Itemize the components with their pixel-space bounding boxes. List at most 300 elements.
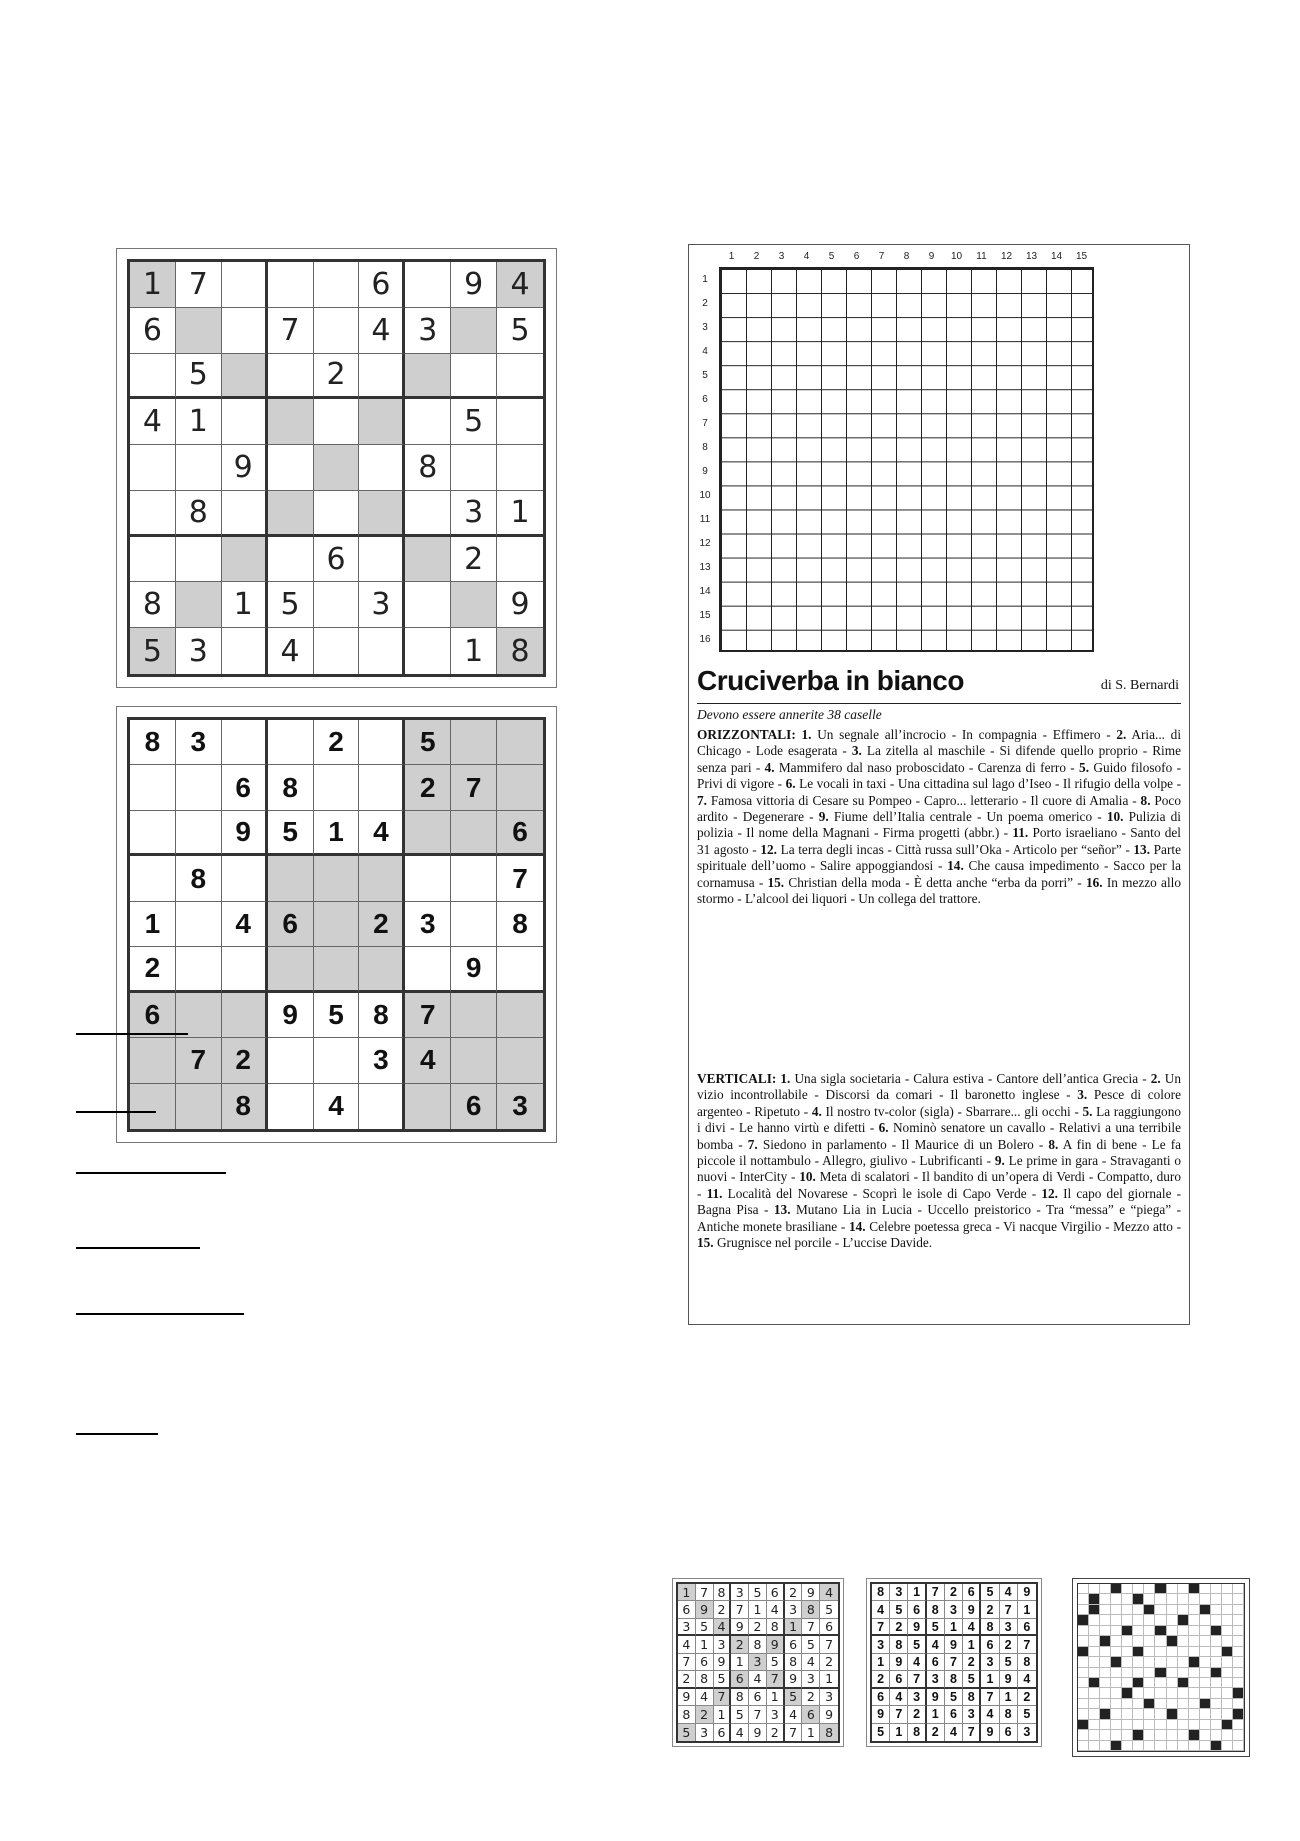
- crossword-solution-cell: [1133, 1657, 1144, 1667]
- solution-cell: 2: [1018, 1689, 1036, 1706]
- crossword-solution-cell: [1100, 1657, 1111, 1667]
- solution-cell: 2: [945, 1584, 963, 1601]
- crossword-solution-cell: [1189, 1688, 1200, 1698]
- crossword-solution-cell: [1122, 1699, 1133, 1709]
- solution-cell: 4: [1018, 1671, 1036, 1688]
- crossword-solution-cell: [1178, 1647, 1189, 1657]
- clue-number: 16.: [1085, 874, 1103, 890]
- solution-cell: 7: [820, 1636, 838, 1653]
- sudoku-cell: [130, 765, 176, 810]
- solution-cell: 6: [785, 1636, 803, 1653]
- sudoku-cell: 3: [176, 720, 222, 765]
- row-number: 14: [699, 586, 711, 598]
- crossword-title: Cruciverba in bianco: [697, 665, 964, 696]
- crossword-solution-cell: [1122, 1647, 1133, 1657]
- solution-cell: 8: [767, 1619, 785, 1636]
- row-number: 11: [699, 514, 711, 526]
- solution-cell: 9: [678, 1689, 696, 1706]
- crossword-solution-cell: [1133, 1668, 1144, 1678]
- crossword-solution-cell: [1189, 1615, 1200, 1625]
- sudoku-cell: [359, 445, 405, 491]
- sudoku-cell: [314, 765, 360, 810]
- solution-cell: 2: [749, 1619, 767, 1636]
- sudoku-cell: 1: [176, 399, 222, 445]
- sudoku-cell: [176, 308, 222, 354]
- crossword-solution-cell: [1144, 1594, 1155, 1604]
- solution-cell: 8: [785, 1654, 803, 1671]
- sudoku-cell: [222, 720, 268, 765]
- sudoku-cell: 9: [268, 993, 314, 1038]
- sudoku-cell: [222, 354, 268, 400]
- sudoku-cell: [451, 811, 497, 856]
- sudoku-cell: [405, 582, 451, 628]
- crossword-solution-cell: [1167, 1626, 1178, 1636]
- sudoku-solution-2: [866, 1578, 1042, 1747]
- solution-cell: 5: [945, 1689, 963, 1706]
- crossword-solution-cell: [1200, 1584, 1211, 1594]
- solution-cell: 6: [1018, 1619, 1036, 1636]
- solution-cell: 3: [1000, 1619, 1018, 1636]
- crossword-solution-cell: [1078, 1584, 1089, 1594]
- crossword-solution-cell: [1133, 1615, 1144, 1625]
- sudoku-cell: 3: [497, 1084, 543, 1129]
- crossword-solution-cell: [1144, 1605, 1155, 1615]
- crossword-solution-cell: [1144, 1741, 1155, 1751]
- crossword-solution-cell: [1089, 1594, 1100, 1604]
- crossword-solution-cell: [1233, 1584, 1244, 1594]
- crossword-solution-cell: [1222, 1584, 1233, 1594]
- sudoku-cell: 1: [451, 628, 497, 674]
- solution-cell: 7: [927, 1584, 945, 1601]
- solution-cell: 8: [1000, 1706, 1018, 1723]
- solution-cell: 5: [767, 1654, 785, 1671]
- crossword-solution-cell: [1100, 1730, 1111, 1740]
- sudoku-cell: 5: [497, 308, 543, 354]
- solution-cell: 5: [714, 1671, 732, 1688]
- crossword-solution-cell: [1144, 1584, 1155, 1594]
- crossword-solution-cell: [1189, 1626, 1200, 1636]
- sudoku-cell: [176, 902, 222, 947]
- row-number: 6: [702, 393, 708, 405]
- clue-text: Parte spirituale dell’uomo - Salire appoggiandosi -: [697, 841, 1181, 874]
- sudoku-cell: [268, 445, 314, 491]
- sudoku-cell: [268, 856, 314, 901]
- solution-cell: 4: [927, 1636, 945, 1653]
- solution-cell: 4: [820, 1584, 838, 1601]
- solution-cell: 3: [678, 1619, 696, 1636]
- sudoku-cell: [497, 947, 543, 992]
- crossword-solution-cell: [1089, 1636, 1100, 1646]
- crossword-solution-cell: [1144, 1657, 1155, 1667]
- crossword-solution-cell: [1100, 1605, 1111, 1615]
- solution-cell: 1: [890, 1724, 908, 1741]
- answer-line: [76, 1247, 200, 1249]
- crossword-solution-cell: [1222, 1688, 1233, 1698]
- sudoku-cell: 6: [497, 811, 543, 856]
- solution-cell: 5: [927, 1619, 945, 1636]
- crossword-solution-cell: [1122, 1584, 1133, 1594]
- crossword-solution-cell: [1200, 1657, 1211, 1667]
- solution-cell: 9: [802, 1584, 820, 1601]
- sudoku-cell: 4: [268, 628, 314, 674]
- sudoku-cell: [359, 491, 405, 537]
- crossword-solution-cell: [1211, 1657, 1222, 1667]
- clue-text: Località del Novarese - Scoprì le isole di Capo Verde -: [727, 1185, 1037, 1201]
- crossword-solution-cell: [1178, 1605, 1189, 1615]
- crossword-solution-cell: [1222, 1699, 1233, 1709]
- crossword-solution-cell: [1167, 1678, 1178, 1688]
- sudoku-cell: [405, 1084, 451, 1129]
- row-number: 5: [702, 369, 708, 381]
- crossword-solution-cell: [1144, 1626, 1155, 1636]
- sudoku-cell: [268, 262, 314, 308]
- solution-cell: 7: [696, 1584, 714, 1601]
- crossword-solution-cell: [1167, 1605, 1178, 1615]
- sudoku-cell: [359, 399, 405, 445]
- crossword-solution-cell: [1233, 1626, 1244, 1636]
- solution-cell: 9: [714, 1654, 732, 1671]
- sudoku-cell: [130, 1038, 176, 1083]
- sudoku-cell: 2: [130, 947, 176, 992]
- clue-text: Grugnisce nel porcile - L’uccise Davide.: [716, 1235, 933, 1251]
- sudoku-cell: [497, 399, 543, 445]
- crossword-solution-cell: [1211, 1615, 1222, 1625]
- crossword-solution-cell: [1211, 1720, 1222, 1730]
- clue-number: 11.: [1012, 825, 1029, 841]
- solution-cell: 6: [890, 1671, 908, 1688]
- crossword-solution-cell: [1111, 1678, 1122, 1688]
- solution-cell: 1: [820, 1671, 838, 1688]
- sudoku-cell: 5: [268, 811, 314, 856]
- crossword-solution-cell: [1189, 1741, 1200, 1751]
- sudoku-cell: [222, 628, 268, 674]
- sudoku-cell: 9: [222, 811, 268, 856]
- sudoku-cell: 4: [497, 262, 543, 308]
- sudoku-cell: 6: [451, 1084, 497, 1129]
- crossword-solution-cell: [1189, 1584, 1200, 1594]
- crossword-solution-cell: [1089, 1615, 1100, 1625]
- sudoku-grid-2: [127, 717, 546, 1132]
- crossword-row-numbers: [695, 267, 715, 652]
- crossword-solution-cell: [1189, 1594, 1200, 1604]
- crossword-solution-cell: [1078, 1647, 1089, 1657]
- clue-number: 7.: [697, 792, 707, 808]
- crossword-solution-cell: [1211, 1594, 1222, 1604]
- clue-text: La zitella al maschile - Si difende quello proprio - Rime senza pari -: [697, 743, 1181, 775]
- sudoku-cell: 7: [405, 993, 451, 1038]
- clue-number: 11.: [706, 1185, 723, 1201]
- column-number: 2: [753, 251, 760, 262]
- column-number: 9: [928, 251, 935, 262]
- solution-cell: 1: [731, 1654, 749, 1671]
- solution-cell: 9: [908, 1619, 926, 1636]
- row-number: 12: [699, 538, 711, 550]
- solution-cell: 4: [890, 1689, 908, 1706]
- crossword-solution-cell: [1078, 1636, 1089, 1646]
- solution-cell: 4: [785, 1706, 803, 1723]
- solution-cell: 9: [767, 1636, 785, 1653]
- sudoku-cell: [314, 582, 360, 628]
- solution-cell: 3: [696, 1724, 714, 1741]
- sudoku-cell: 1: [130, 902, 176, 947]
- sudoku-cell: [451, 354, 497, 400]
- solution-cell: 9: [785, 1671, 803, 1688]
- clue-text: Le prime in gara - Stravaganti o nuovi - InterCity -: [697, 1153, 1182, 1185]
- crossword-solution-cell: [1155, 1636, 1166, 1646]
- column-number: 8: [903, 251, 910, 262]
- sudoku-cell: [451, 445, 497, 491]
- crossword-solution-cell: [1111, 1720, 1122, 1730]
- solution-cell: 8: [908, 1724, 926, 1741]
- crossword-solution-cell: [1133, 1720, 1144, 1730]
- column-number: 1: [728, 251, 735, 262]
- crossword-solution-cell: [1233, 1699, 1244, 1709]
- clue-text: Siedono in parlamento - Il Maurice di un Bolero -: [762, 1136, 1044, 1152]
- crossword-solution-cell: [1089, 1647, 1100, 1657]
- crossword-solution-cell: [1178, 1615, 1189, 1625]
- solution-cell: 4: [767, 1601, 785, 1618]
- crossword-solution-cell: [1100, 1678, 1111, 1688]
- sudoku-cell: [130, 811, 176, 856]
- crossword-solution-cell: [1167, 1647, 1178, 1657]
- crossword-solution-cell: [1100, 1668, 1111, 1678]
- column-number: 7: [878, 251, 885, 262]
- sudoku-cell: [405, 354, 451, 400]
- crossword-solution-cell: [1133, 1699, 1144, 1709]
- crossword-solution-cell: [1189, 1657, 1200, 1667]
- clue-text: Mutano Lia in Lucia - Uccello preistorico - Tra “messa” e “piega” - Antiche monete brasiliane -: [697, 1202, 1182, 1234]
- crossword-solution-cell: [1155, 1615, 1166, 1625]
- solution-cell: 8: [872, 1584, 890, 1601]
- clue-number: 3.: [851, 743, 862, 759]
- solution-cell: 5: [1018, 1706, 1036, 1723]
- row-number: 9: [702, 466, 708, 478]
- crossword-solution-cell: [1144, 1699, 1155, 1709]
- clue-number: 7.: [747, 1136, 758, 1152]
- crossword-solution-cell: [1178, 1730, 1189, 1740]
- row-number: 13: [699, 562, 711, 574]
- solution-cell: 2: [908, 1706, 926, 1723]
- crossword-solution-cell: [1200, 1647, 1211, 1657]
- sudoku-cell: [451, 308, 497, 354]
- solution-cell: 3: [908, 1689, 926, 1706]
- crossword-solution-cell: [1078, 1730, 1089, 1740]
- crossword-solution-cell: [1211, 1605, 1222, 1615]
- crossword-solution-cell: [1122, 1657, 1133, 1667]
- crossword-solution-cell: [1078, 1615, 1089, 1625]
- crossword-solution-cell: [1155, 1709, 1166, 1719]
- solution-cell: 6: [820, 1619, 838, 1636]
- crossword-solution-cell: [1178, 1668, 1189, 1678]
- solution-cell: 6: [714, 1724, 732, 1741]
- sudoku-cell: [314, 308, 360, 354]
- solution-cell: 1: [927, 1706, 945, 1723]
- sudoku-cell: [222, 993, 268, 1038]
- crossword-solution-cell: [1133, 1636, 1144, 1646]
- crossword-solution-cell: [1122, 1605, 1133, 1615]
- solution-cell: 4: [908, 1654, 926, 1671]
- crossword-solution-cell: [1233, 1594, 1244, 1604]
- crossword-solution-cell: [1133, 1594, 1144, 1604]
- solution-cell: 4: [945, 1724, 963, 1741]
- sudoku-cell: 5: [268, 582, 314, 628]
- column-number: 14: [1050, 251, 1063, 262]
- crossword-solution-cell: [1167, 1699, 1178, 1709]
- crossword-solution-cell: [1133, 1626, 1144, 1636]
- solution-cell: 6: [945, 1706, 963, 1723]
- clue-number: 9.: [818, 809, 829, 825]
- crossword-solution-cell: [1222, 1647, 1233, 1657]
- crossword-solution-cell: [1155, 1699, 1166, 1709]
- crossword-solution-cell: [1211, 1730, 1222, 1740]
- clue-text: Un segnale all’incrocio - In compagnia - Effimero -: [817, 727, 1111, 742]
- column-number: 3: [778, 251, 785, 262]
- crossword-solution-cell: [1111, 1730, 1122, 1740]
- sudoku-cell: [130, 354, 176, 400]
- solution-cell: 5: [678, 1724, 696, 1741]
- crossword-solution-cell: [1122, 1668, 1133, 1678]
- crossword-solution-cell: [1078, 1668, 1089, 1678]
- solution-cell: 7: [678, 1654, 696, 1671]
- crossword-solution-cell: [1089, 1626, 1100, 1636]
- solution-cell: 2: [696, 1706, 714, 1723]
- sudoku-cell: [359, 765, 405, 810]
- sudoku-grid-1: [127, 259, 546, 677]
- crossword-solution-cell: [1155, 1605, 1166, 1615]
- sudoku-cell: [268, 491, 314, 537]
- crossword-solution-cell: [1155, 1678, 1166, 1688]
- crossword-solution-cell: [1089, 1741, 1100, 1751]
- crossword-solution-cell: [1144, 1636, 1155, 1646]
- crossword-solution-cell: [1111, 1584, 1122, 1594]
- sudoku-cell: 5: [314, 993, 360, 1038]
- crossword-solution-cell: [1222, 1615, 1233, 1625]
- solution-cell: 7: [767, 1671, 785, 1688]
- solution-cell: 6: [908, 1601, 926, 1618]
- crossword-solution-cell: [1133, 1584, 1144, 1594]
- clue-text: Fiume dell’Italia centrale - Un poema omerico -: [833, 809, 1102, 825]
- sudoku-cell: 4: [405, 1038, 451, 1083]
- sudoku-cell: [451, 902, 497, 947]
- solution-cell: 1: [872, 1654, 890, 1671]
- crossword-solution-cell: [1233, 1605, 1244, 1615]
- crossword-solution-cell: [1100, 1615, 1111, 1625]
- solution-cell: 1: [1018, 1601, 1036, 1618]
- solution-cell: 5: [820, 1601, 838, 1618]
- solution-cell: 3: [963, 1706, 981, 1723]
- sudoku-cell: 2: [451, 537, 497, 583]
- solution-cell: 9: [872, 1706, 890, 1723]
- solution-cell: 6: [927, 1654, 945, 1671]
- crossword-solution-cell: [1222, 1594, 1233, 1604]
- crossword-solution-cell: [1178, 1720, 1189, 1730]
- clue-number: 8.: [1140, 792, 1151, 808]
- crossword-solution-cell: [1089, 1688, 1100, 1698]
- sudoku-cell: 8: [497, 628, 543, 674]
- clue-text: Guido filosofo - Privi di vigore -: [697, 759, 1181, 792]
- crossword-solution-cell: [1222, 1636, 1233, 1646]
- crossword-solution-cell: [1211, 1636, 1222, 1646]
- crossword-solution-cell: [1233, 1720, 1244, 1730]
- column-number: 13: [1025, 251, 1038, 262]
- sudoku-cell: [130, 445, 176, 491]
- crossword-solution-cell: [1155, 1594, 1166, 1604]
- sudoku-cell: [359, 354, 405, 400]
- sudoku-cell: 6: [222, 765, 268, 810]
- clue-text: Celebre poetessa greca - Vi nacque Virgilio - Mezzo atto -: [869, 1218, 1182, 1234]
- sudoku-cell: [222, 308, 268, 354]
- solution-cell: 5: [1000, 1654, 1018, 1671]
- crossword-solution-cell: [1122, 1636, 1133, 1646]
- crossword-solution-cell: [1078, 1594, 1089, 1604]
- sudoku-cell: [222, 491, 268, 537]
- solution-cell: 5: [963, 1671, 981, 1688]
- solution-cell: 7: [731, 1601, 749, 1618]
- solution-cell: 3: [714, 1636, 732, 1653]
- crossword-solution-cell: [1144, 1615, 1155, 1625]
- crossword-solution-cell: [1178, 1626, 1189, 1636]
- sudoku-cell: [222, 947, 268, 992]
- crossword-solution-cell: [1111, 1636, 1122, 1646]
- crossword-solution-cell: [1233, 1647, 1244, 1657]
- crossword-solution-cell: [1122, 1615, 1133, 1625]
- solution-cell: 8: [890, 1636, 908, 1653]
- sudoku-cell: 1: [130, 262, 176, 308]
- solution-cell: 4: [678, 1636, 696, 1653]
- crossword-solution-cell: [1133, 1730, 1144, 1740]
- crossword-solution-cell: [1200, 1678, 1211, 1688]
- solution-cell: 4: [802, 1654, 820, 1671]
- sudoku-cell: 7: [176, 1038, 222, 1083]
- solution-cell: 6: [963, 1584, 981, 1601]
- crossword-solution-cell: [1211, 1647, 1222, 1657]
- sudoku-cell: 6: [130, 993, 176, 1038]
- clue-text: Pesce di colore argenteo - Ripetuto -: [697, 1087, 1181, 1119]
- solution-grid-1: [676, 1582, 840, 1743]
- crossword-solution-cell: [1200, 1594, 1211, 1604]
- row-number: 16: [699, 634, 711, 646]
- sudoku-cell: 1: [497, 491, 543, 537]
- crossword-solution-cell: [1222, 1741, 1233, 1751]
- solution-cell: 7: [945, 1654, 963, 1671]
- sudoku-cell: 6: [268, 902, 314, 947]
- solution-cell: 3: [1023, 1725, 1031, 1740]
- sudoku-cell: [314, 902, 360, 947]
- crossword-solution-cell: [1100, 1720, 1111, 1730]
- row-number: 3: [702, 321, 708, 333]
- column-number: 11: [976, 251, 987, 262]
- column-number: 15: [1075, 251, 1088, 262]
- clue-number: 6.: [785, 776, 796, 792]
- solution-cell: 4: [714, 1619, 732, 1636]
- solution-cell: 4: [963, 1619, 981, 1636]
- solution-cell: 5: [731, 1706, 749, 1723]
- sudoku-cell: 3: [405, 902, 451, 947]
- sudoku-puzzle-2: [116, 706, 557, 1143]
- solution-cell: 2: [872, 1671, 890, 1688]
- clue-text: Il capo del giornale - Bagna Pisa -: [697, 1185, 1182, 1218]
- crossword-solution-cell: [1144, 1668, 1155, 1678]
- crossword-solution-cell: [1178, 1594, 1189, 1604]
- sudoku-cell: [359, 720, 405, 765]
- crossword-solution-cell: [1111, 1615, 1122, 1625]
- sudoku-cell: [497, 445, 543, 491]
- crossword-solution-cell: [1167, 1584, 1178, 1594]
- solution-cell: 8: [945, 1671, 963, 1688]
- sudoku-cell: [497, 720, 543, 765]
- clue-number: 3.: [1077, 1087, 1088, 1103]
- solution-cell: 5: [785, 1689, 803, 1706]
